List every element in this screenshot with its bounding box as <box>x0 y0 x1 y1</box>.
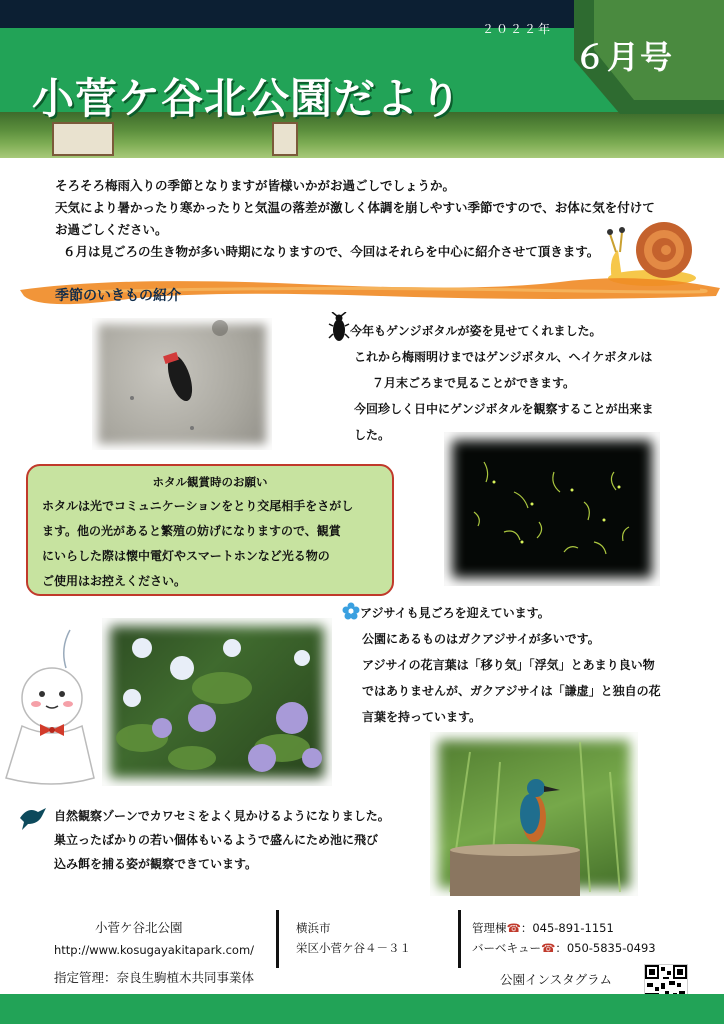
intro-line: お過ごしください。 <box>55 222 168 237</box>
firefly-line: 今年もゲンジボタルが姿を見せてくれました。 <box>350 324 602 338</box>
kingfisher-line: 巣立ったばかりの若い個体もいるようで盛んにため池に飛び <box>54 833 379 847</box>
park-map-sign <box>52 122 114 156</box>
kingfisher-line: 自然観察ゾーンでカワセミをよく見かけるようになりました。 <box>54 809 390 823</box>
hydrangea-line: アジサイも見ごろを迎えています。 <box>360 606 550 620</box>
footer-divider <box>276 910 279 968</box>
section-title: 季節のいきもの紹介 <box>55 288 181 304</box>
issue-year: ２０２２年 <box>482 22 553 36</box>
bird-icon <box>18 802 48 830</box>
teru-teru-bozu-illustration <box>0 628 96 790</box>
firefly-night-photo <box>444 432 660 586</box>
hydrangea-photo <box>102 618 332 786</box>
notice-body <box>42 494 378 594</box>
notice-line: ホタルは光でコミュニケーションをとり交尾相手をさがし <box>42 499 354 513</box>
firefly-beetle-figure <box>92 318 272 450</box>
notice-line: ご使用はお控えください。 <box>42 574 187 588</box>
hydrangea-line: 言葉を持っています。 <box>362 710 482 724</box>
footer-address-city: 横浜市 <box>296 921 331 935</box>
intro-text <box>55 175 675 263</box>
tel-bbq-label: バーベキュー <box>472 941 541 955</box>
footer-tel-bbq <box>472 940 656 956</box>
notice-line: ます。他の光があると繁殖の妨げになりますので、観賞 <box>42 524 341 538</box>
kingfisher-photo <box>430 732 638 896</box>
park-sign <box>272 122 298 156</box>
beetle-icon <box>328 312 350 344</box>
issue-month: ６月号 <box>574 38 674 76</box>
hydrangea-line: 公園にあるものはガクアジサイが多いです。 <box>362 632 600 646</box>
tel-office-number[interactable]: ：045-891-1151 <box>520 921 614 935</box>
tel-bbq-number[interactable]: ：050-5835-0493 <box>555 941 656 955</box>
hydrangea-line: ではありませんが、ガクアジサイは「謙虚」と独自の花 <box>362 684 661 698</box>
intro-line: 天気により暑かったり寒かったりと気温の落差が激しく体調を崩しやすい季節ですので、お体に気を付けて <box>55 200 655 215</box>
notice-title: ホタル観賞時のお願い <box>152 475 268 489</box>
hydrangea-description <box>344 600 689 730</box>
footer-green-band <box>0 994 724 1024</box>
hydrangea-line: アジサイの花言葉は「移り気」「浮気」とあまり良い物 <box>362 658 655 672</box>
intro-line: そろそろ梅雨入りの季節となりますが皆様いかがお過ごしでしょうか。 <box>55 178 456 193</box>
intro-line: ６月は見ごろの生き物が多い時期になりますので、今回はそれらを中心に紹介させて頂きます。 <box>63 244 600 259</box>
notice-line: にいらした際は懐中電灯やスマートホンなど光る物の <box>42 549 330 563</box>
firefly-notice-box <box>26 464 394 596</box>
firefly-line: 今回珍しく日中にゲンジボタルを観察することが出来ま <box>354 402 654 416</box>
footer-tel-office <box>472 920 614 936</box>
firefly-description <box>350 318 680 448</box>
footer-park-name: 小菅ケ谷北公園 <box>95 920 183 935</box>
kingfisher-description <box>54 804 434 876</box>
kingfisher-figure <box>430 732 638 896</box>
firefly-line: ７月末ごろまで見ることができます。 <box>372 376 576 390</box>
page-title: 小菅ケ谷北公園だより <box>32 74 463 123</box>
tel-office-label: 管理棟 <box>472 921 507 935</box>
footer-manager: 指定管理：奈良生駒植木共同事業体 <box>54 970 255 985</box>
phone-icon: ☎ <box>541 941 556 955</box>
hydrangea-figure <box>102 618 332 786</box>
footer-instagram-label: 公園インスタグラム <box>500 972 613 987</box>
firefly-daytime-photo <box>92 318 272 450</box>
firefly-line: した。 <box>354 428 391 442</box>
firefly-lights-figure <box>444 432 660 586</box>
phone-icon: ☎ <box>506 921 521 935</box>
footer-divider <box>458 910 461 968</box>
kingfisher-line: 込み餌を捕る姿が観察できています。 <box>54 857 258 871</box>
footer-address-street: 栄区小菅ケ谷４－３１ <box>296 941 411 955</box>
footer-url[interactable]: http://www.kosugayakitapark.com/ <box>54 943 255 957</box>
firefly-line: これから梅雨明けまではゲンジボタル、ヘイケボタルは <box>354 350 653 364</box>
